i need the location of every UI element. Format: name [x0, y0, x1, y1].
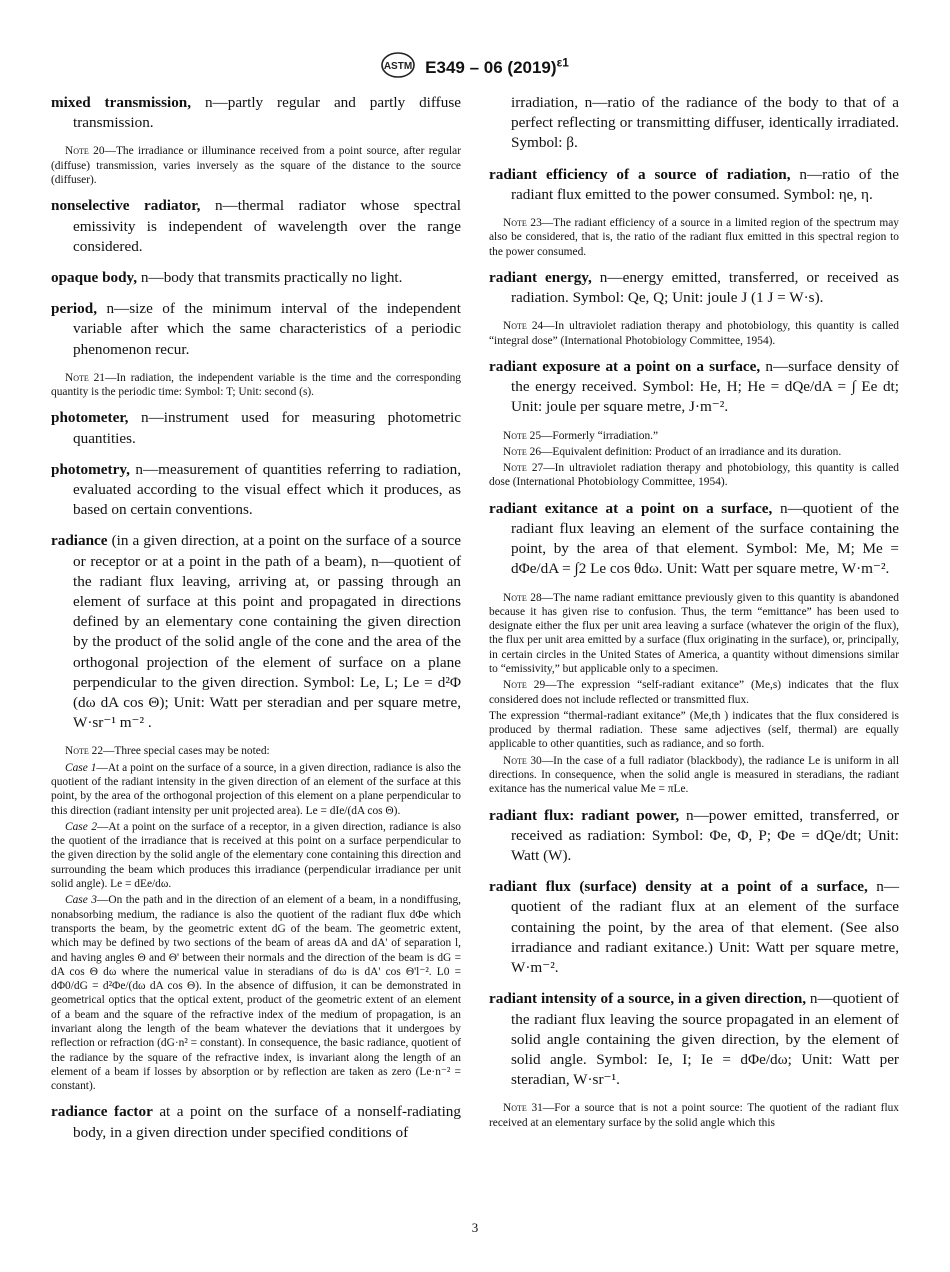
note-27: Note 27—In ultraviolet radiation therapy and photobiology, this quantity is called dose (International Photobiology Committee, 1954). [489, 462, 899, 489]
right-column [489, 93, 899, 1139]
note-24: Note 24—In ultraviolet radiation therapy and photobiology, this quantity is called “integral dose” (International Photobiology Committee, 1954). [489, 320, 899, 347]
note-22: Note 22—Three special cases may be noted: [65, 745, 270, 758]
note-31: Note 31—For a source that is not a point source: The quotient of the radiant flux received at an elementary surface by the solid angle which this [489, 1102, 899, 1129]
entry-radiance: radiance (in a given direction, at a point on the surface of a source or receptor or at a point in the path of a beam), n—quotient of the radiant flux leaving, arriving at, or passing through an element of surface at this point and propagated in directions defined by an elementary cone containing the given direction by the product of the solid angle of the cone and the area of the orthogonal projection of the element of surface on a plane perpendicular to the given direction. Symbol: Le, L; Le = d²Φ (dω dA cos Θ); Unit: Watt per steradian and per square metre, W·sr⁻¹ m⁻² . [51, 532, 461, 732]
entry-radiant-intensity: radiant intensity of a source, in a given direction, n—quotient of the radiant flux leaving the source propagated in an element of solid angle containing the given direction, by the element of solid angle. Symbol: Ie, I; Ie = dΦe/dω; Unit: Watt per steradian, W·sr⁻¹. [489, 990, 899, 1089]
svg-text:ASTM: ASTM [384, 61, 413, 72]
entry-mixed-transmission: mixed transmission, n—partly regular and partly diffuse transmission. [51, 94, 461, 132]
note-28: Note 28—The name radiant emittance previously given to this quantity is abandoned because it has given rise to confusion. Thus, the term “emittance” has been used to designate either the flux per unit area leaving a surface (whatever the origin of the flux), the flux per unit area emitted by a surface (flux originating in the surface), or, principally, in certain circles in the United States of America, a quantity without dimensions similar to “emissivity,” but applicable only to a specimen. [489, 591, 899, 675]
entry-period: period, n—size of the minimum interval of the independent variable after which the same characteristics of a periodic phenomenon recur. [51, 300, 461, 358]
entry-nonselective-radiator: nonselective radiator, n—thermal radiator whose spectral emissivity is independent of wavelength over the range considered. [51, 197, 461, 255]
note-25: Note 25—Formerly “irradiation.” [503, 429, 659, 442]
entry-radiant-exitance: radiant exitance at a point on a surface, n—quotient of the radiant flux leaving an element of the surface containing the point, by the area of that element. Symbol: Me, M; Me = dΦe/dA = ∫2 Le cos θdω. Unit: Watt per square metre, W·m⁻². [489, 499, 900, 578]
entry-photometry: photometry, n—measurement of quantities referring to radiation, evaluated according to the visual effect which it produces, as based on certain conventions. [51, 460, 461, 519]
note-21: Note 21—In radiation, the independent variable is the time and the corresponding quantity is the periodic time: Symbol: T; Unit: second (s). [51, 371, 461, 399]
note-20: Note 20—The irradiance or illuminance received from a point source, after regular (diffuse) transmission, varies inversely as the square of the distance to the source (diffuser). [51, 145, 462, 186]
entry-radiant-flux: radiant flux: radiant power, n—power emitted, transferred, or received as radiation: Symbol: Φe, Φ, P; Φe = dQe/dt; Unit: Watt (W). [489, 806, 899, 865]
standard-designation: E349 – 06 $(2019)^{\varepsilon 1}$ [425, 54, 569, 77]
astm-logo-icon [381, 52, 415, 83]
left-column [51, 93, 461, 1154]
entry-photometer: photometer, n—instrument used for measuring photometric quantities. [51, 409, 461, 447]
entry-radiance-factor: radiance factor at a point on the surface of a nonself-radiating body, in a given direction under specified conditions of [51, 1103, 461, 1141]
entry-opaque-body: opaque body, n—body that transmits practically no light. [51, 268, 403, 286]
note-22-case-3: Case 3—On the path and in the direction of an element of a beam, in a nondiffusing, nonabsorbing medium, the radiance is also the quotient of the radiant flux dΦe which transports the beam, by the geometric extent dG of the beam. The geometric extent, which may be defined by two sections of the beam of areas dA and dA' of separation l, and having angles Θ and Θ' between their normals and the direction of the beam is dG = dA cos Θ dω where the numerical value in steradians of dω is dA' cos Θ'l⁻². L0 = dΦ0/dG = d²Φe/(dω dA cos Θ). In the absence of diffusion, it can be demonstrated in geometrical optics that the optical extent, product of the geometric extent of an element of a beam and the square of the refractive index of the medium of propagation, is an invariant along the length of the beam whatever the deviations that it undergoes by reflection or refraction (dG·n² = constant). In consequence, the basic radiance, quotient of the radiance by the square of the refractive index, is invariant along the length of an element of a beam if losses by absorption or by reflection are taken as zero (Le·n⁻² = constant). [51, 894, 461, 1093]
entry-radiant-efficiency: radiant efficiency of a source of radiation, n—ratio of the radiant flux emitted to the power consumed. Symbol: ηe, η. [489, 165, 899, 203]
note-30: Note 30—In the case of a full radiator (blackbody), the radiance Le is uniform in all directions. In consequence, when the solid angle is measured in steradians, the radiant exitance has the numerical value Me = πLe. [489, 754, 899, 796]
note-22-case-1: Case 1—At a point on the surface of a source, in a given direction, radiance is also the quotient of the radiant intensity in the given direction of an element of the surface at this point, by the area of the orthogonal projection of this element on a plane perpendicular to this direction (radiant intensity per unit projected area). Le = dIe/(dA cos Θ). [51, 761, 461, 817]
page-number: 3 [471, 1220, 479, 1235]
page-header [0, 52, 950, 83]
note-23: Note 23—The radiant efficiency of a source in a limited region of the spectrum may also be considered, that is, the ratio of the radiant flux emitted in this spectral region to the power consumed. [489, 217, 899, 258]
entry-radiant-flux-density: radiant flux (surface) density at a point of a surface, n—quotient of the radiant flux at an element of the surface containing the point, by the area of that element. (See also irradiance and radiant exitance.) Unit: Watt per square metre, W·m⁻². [489, 878, 900, 977]
entry-radiance-factor-continued: irradiation, n—ratio of the radiance of the body to that of a perfect reflecting or transmitting diffuser, identically irradiated. Symbol: β. [511, 94, 899, 152]
entry-radiant-exposure: radiant exposure at a point on a surface, n—surface density of the energy received. Symbol: He, H; He = dQe/dA = ∫ Ee dt; Unit: joule per square metre, J·m⁻². [489, 357, 899, 416]
entry-radiant-energy: radiant energy, n—energy emitted, transferred, or received as radiation. Symbol: Qe, Q; Unit: joule J (1 J = W·s). [489, 268, 899, 307]
note-29-continued: The expression “thermal-radiant exitance” (Me,th ) indicates that the flux considered is produced by thermal radiation. These same adjectives (self, thermal) are equally applicable to other quantities, such as radiance, and so forth. [489, 709, 899, 751]
note-22-case-2: Case 2—At a point on the surface of a receptor, in a given direction, radiance is also the quotient of the irradiance that is received at this point on a surface perpendicular to the given direction by the solid angle of the elementary cone containing this direction and surrounding the beam which produces this irradiance (perpendicular irradiance per unit solid angle). Le = dEe/dω. [51, 820, 461, 891]
note-26: Note 26—Equivalent definition: Product of an irradiance and its duration. [503, 445, 842, 458]
note-29: Note 29—The expression “self-radiant exitance” (Me,s) indicates that the flux considered does not include reflected or transmitted flux. [489, 679, 900, 706]
